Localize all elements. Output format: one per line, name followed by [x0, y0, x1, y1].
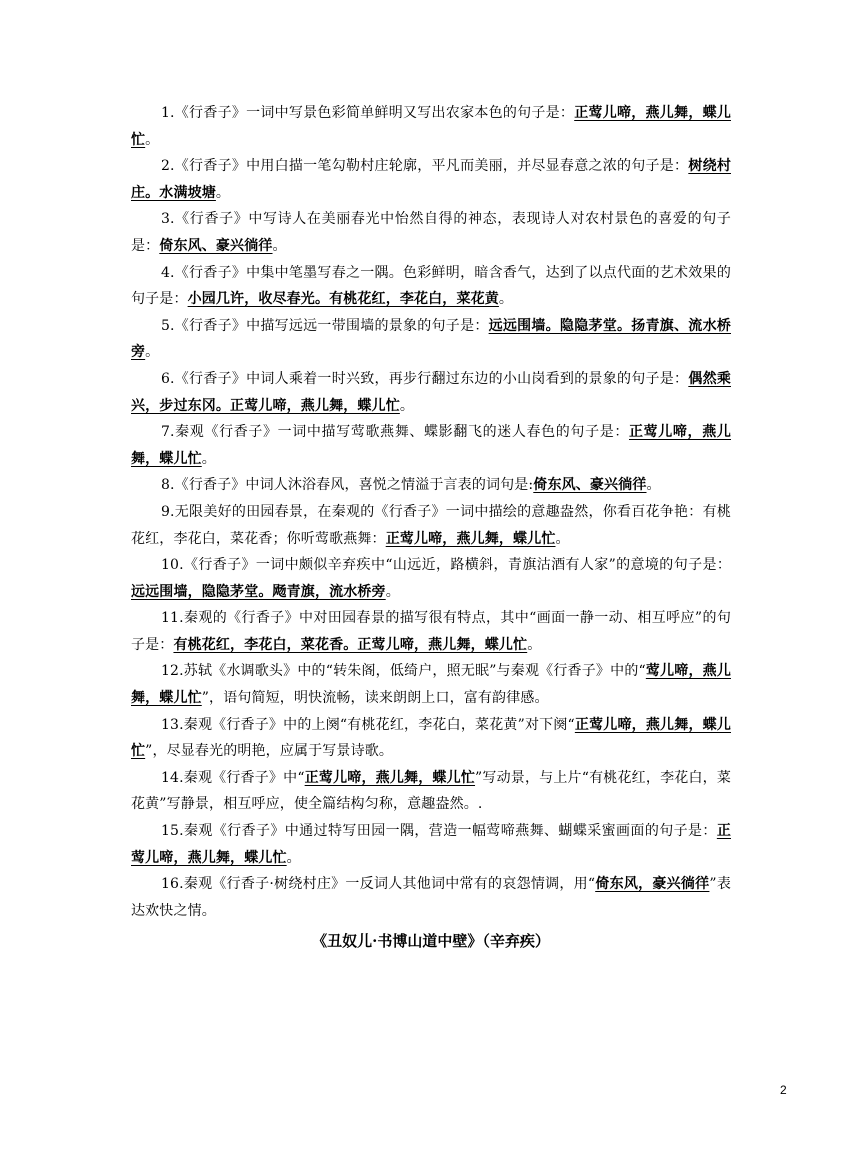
question-text: 《行香子》中词人沐浴春风，喜悦之情溢于言表的词句是:	[174, 477, 534, 494]
question-text: 《行香子》中描写远远一带围墙的景象的句子是：	[174, 317, 489, 334]
question-text: ”，语句简短，明快流畅，读来朗朗上口，富有韵律感。	[201, 690, 549, 707]
question-item	[131, 260, 731, 313]
question-item	[131, 818, 731, 871]
question-text: 《行香子》中词人乘着一时兴致，再步行翻过东边的小山岗看到的景象的句子是：	[174, 370, 689, 387]
question-text: 秦观《行香子》中通过特写田园一隅，营造一幅莺啼燕舞、蝴蝶采蜜画面的句子是：	[183, 823, 717, 840]
question-item	[131, 499, 731, 552]
answer-text: 偶然乘兴，步过东冈。正莺儿啼，燕儿舞，蝶儿忙	[131, 370, 731, 414]
question-number: 15.	[161, 823, 184, 840]
question-number: 4.	[161, 264, 175, 281]
answer-text: 远远围墙。隐隐茅堂。扬青旗、流水桥旁	[131, 317, 731, 361]
answer-text: 正莺儿啼，燕儿舞，蝶儿忙	[304, 769, 476, 786]
question-number: 1.	[161, 105, 175, 121]
question-number: 16.	[161, 876, 184, 893]
question-text: 。	[555, 530, 570, 547]
question-text: ”写动景，与上片“有桃花红，李花白，菜花黄”写静景，相互呼应，使全篇结构匀称，意趣盎然。.	[131, 769, 731, 813]
answer-text: 正莺儿啼，燕儿舞，蝶儿忙	[131, 823, 731, 866]
question-text: 《行香子》一词中写景色彩简单鲜明又写出农家本色的句子是：	[174, 105, 575, 121]
question-item	[131, 712, 731, 765]
question-item	[131, 605, 731, 658]
question-text: 。	[399, 397, 415, 414]
question-text: 秦观《行香子》一词中描写莺歌燕舞、蝶影翻飞的迷人春色的句子是：	[174, 424, 629, 441]
question-item	[131, 658, 731, 711]
answer-text: 正莺儿啼，燕儿舞，蝶儿忙	[131, 716, 731, 760]
answer-text: 树绕村庄。水满坡塘	[131, 158, 731, 201]
answer-text: 小园几许，收尽春光。有桃花红，李花白，菜花黄	[187, 291, 499, 308]
question-text: 。	[145, 131, 160, 148]
question-item	[131, 472, 731, 499]
question-number: 7.	[161, 424, 175, 441]
answer-text: 正莺儿啼，燕儿舞，蝶儿忙	[385, 530, 556, 547]
question-number: 5.	[161, 317, 175, 334]
question-text: ”，尽显春光的明艳，应属于写景诗歌。	[145, 743, 394, 760]
question-text: 秦观《行香子》中的上阕“有桃花红，李花白，菜花黄”对下阕“	[183, 716, 575, 733]
question-text: 。	[201, 450, 216, 467]
question-item	[131, 765, 731, 818]
question-text: 秦观的《行香子》中对田园春景的描写很有特点，其中“画面一静一动、相互呼应”的句子是：	[131, 610, 731, 653]
question-text: 《行香子》一词中颇似辛弃疾中“山远近，路横斜，青旗沽酒有人家”的意境的句子是：	[183, 557, 731, 574]
question-number: 2.	[161, 158, 175, 175]
answer-text: 倚东风、豪兴徜徉	[159, 237, 273, 254]
question-number: 13.	[161, 716, 184, 733]
question-text: 。	[145, 344, 160, 361]
question-text: 。	[286, 849, 301, 866]
question-number: 12.	[161, 663, 184, 680]
question-item	[131, 871, 731, 924]
question-text: 《行香子》中集中笔墨写春之一隅。色彩鲜明，暗含香气，达到了以点代面的艺术效果的句子是：	[131, 264, 731, 308]
question-text: 。	[527, 636, 542, 653]
question-item	[131, 153, 731, 206]
question-text: ”表达欢快之情。	[131, 876, 731, 919]
question-number: 11.	[161, 610, 184, 627]
answer-text: 正莺儿啼，燕儿舞，蝶儿忙	[131, 424, 731, 467]
question-text: 。	[385, 583, 400, 600]
answer-text: 倚东风，豪兴徜徉	[595, 876, 710, 893]
question-number: 3.	[161, 211, 175, 228]
answer-text: 有桃花红，李花白，菜花香。正莺儿啼，燕儿舞，蝶儿忙	[173, 636, 528, 653]
question-number: 10.	[161, 557, 184, 574]
answer-text: 倚东风、豪兴徜徉	[533, 477, 647, 494]
question-text: 《行香子》中写诗人在美丽春光中怡然自得的神态，表现诗人对农村景色的喜爱的句子是：	[131, 211, 731, 254]
answer-text: 莺儿啼，燕儿舞，蝶儿忙	[131, 663, 731, 707]
question-number: 6.	[161, 370, 175, 387]
question-text: 。	[498, 291, 514, 308]
question-number: 8.	[161, 477, 175, 494]
question-item	[131, 313, 731, 366]
question-item	[131, 100, 731, 153]
question-text: 无限美好的田园春景，在秦观的《行香子》一词中描绘的意趣盎然，你看百花争艳：有桃花红，李花白，菜花香；你听莺歌燕舞：	[131, 503, 731, 547]
section-title: 《丑奴儿·书博山道中壁》（辛弃疾）	[312, 932, 550, 951]
question-text: 秦观《行香子》中“	[183, 769, 305, 786]
question-list	[131, 100, 731, 954]
question-item	[131, 366, 731, 419]
question-item	[131, 419, 731, 472]
question-number: 14.	[161, 769, 184, 786]
page-number: 2	[780, 1083, 787, 1097]
question-text: 秦观《行香子·树绕村庄》一反词人其他词中常有的哀怨情调，用“	[183, 876, 596, 893]
question-number: 9.	[161, 503, 175, 520]
answer-text: 远远围墙，隐隐茅堂。飏青旗，流水桥旁	[131, 583, 386, 600]
question-text: 。	[272, 237, 287, 254]
question-item	[131, 206, 731, 259]
question-text: 《行香子》中用白描一笔勾勒村庄轮廓，平凡而美丽，并尽显春意之浓的句子是：	[174, 158, 689, 175]
question-text: 。	[215, 184, 231, 201]
question-text: 。	[646, 477, 661, 494]
question-item	[131, 552, 731, 605]
answer-text: 正莺儿啼，燕儿舞，蝶儿忙	[131, 105, 731, 148]
question-text: 苏轼《水调歌头》中的“转朱阁，低绮户，照无眠”与秦观《行香子》中的“	[183, 663, 646, 680]
